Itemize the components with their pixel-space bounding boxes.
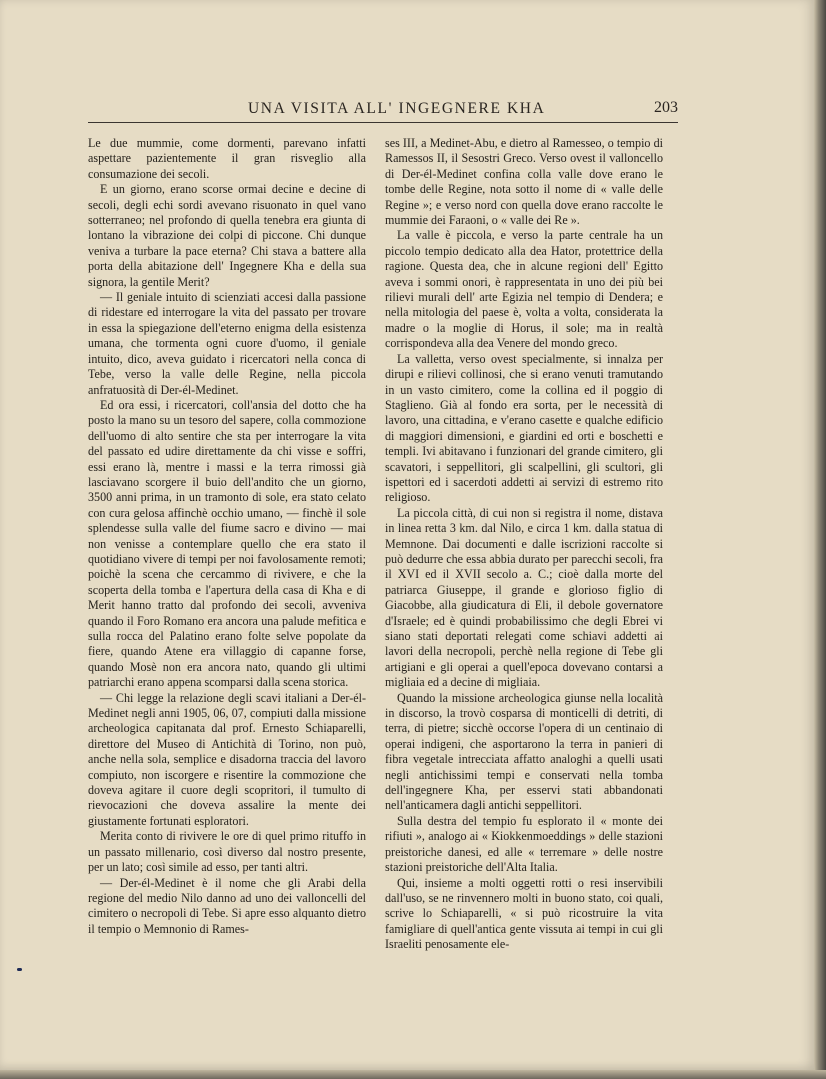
paragraph: Quando la missione archeologica giunse nella località in discorso, la trovò cosparsa di monticelli di detriti, di terra, di pietre; sicchè occorse l'opera di un centinaio di operai indigeni, che asportarono la terra in panieri di fibra vegetale intrecciata affatto analoghi a quelli usati negli antichissimi tempi e conservati nella tomba dell'ingegnere Kha, per esservi stati abbandonati nell'anticamera dagli antichi seppellitori. [385,690,663,813]
page-number: 203 [654,99,678,116]
paragraph: La piccola città, di cui non si registra il nome, distava in linea retta 3 km. dal Nilo, e circa 1 km. dalla statua di Memnone. Dai documenti e dalle iscrizioni raccolte si può dedurre che essa abbia durato per parecchi secoli, fra il XVI ed il XVII secolo a. C.; cioè dalla morte del patriarca Giuseppe, il grande e glorioso figlio di Giacobbe, alla giudicatura di Eli, il debole governatore d'Israele; ed è quindi probabilissimo che degli Ebrei vi siano stati deportati relegati come schiavi addetti ai lavori della necropoli, perchè nella regione di Tebe gli artigiani e gli operai a quell'epoca dovevano contarsi a migliaia ed a decine di migliaia. [385,505,663,690]
paragraph: La valle è piccola, e verso la parte centrale ha un piccolo tempio dedicato alla dea Hator, protettrice della ragione. Questa dea, che in alcune regioni dell' Egitto aveva i sommi onori, è rappresentata in uno dei più bei rilievi murali dell' arte Egizia nel tempio di Dendera; e nella mitologia del paese è, volta a volta, considerata la madre o la moglie di Horus, il sole; ma in realtà corrispondeva alla dea Venere del mondo greco. [385,228,663,351]
right-column [385,136,663,953]
paragraph: ses III, a Medinet-Abu, e dietro al Ramesseo, o tempio di Ramessos II, il Sesostri Greco. Verso ovest il valloncello di Der-él-Medinet confina colla valle dove erano le tombe delle Regine, nota sotto il nome di « valle delle Regine »; e verso nord con quella dove erano raccolte le mummie dei Faraoni, o « valle dei Re ». [385,136,663,228]
paragraph: E un giorno, erano scorse ormai decine e decine di secoli, degli echi sordi avevano risuonato in quel vano sotterraneo; nel profondo di quella tenebra era giunta di lontano la vibrazione dei colpi di piccone. Chi dunque veniva a turbare la pace eterna? Chi stava a battere alla porta della abitazione dell' Ingegnere Kha e della sua signora, la gentile Merit? [88,182,366,289]
left-column [88,136,366,937]
running-title: UNA VISITA ALL' INGEGNERE KHA [248,100,546,117]
page-header [88,96,678,123]
paragraph: — Il geniale intuito di scienziati accesi dalla passione di ridestare ed interrogare la vita del passato per trovare in essa la spiegazione dell'eterno enigma della esistenza umana, che tormenta ogni cuore d'uomo, il geniale intuito, dico, aveva guidato i ricercatori nella conca di Tebe, verso la valle delle Regine, nella piccola anfratuosità di Der-él-Medinet. [88,290,366,397]
page-edge-right [814,0,826,1079]
page-edge-bottom [0,1070,826,1079]
ink-speck [17,968,22,971]
paragraph: Ed ora essi, i ricercatori, coll'ansia del dotto che ha posto la mano su un tesoro del sapere, colla commozione dell'uomo di alto sentire che sta per interrogare la vita del passato ed udire direttamente da chi visse e soffri, essi erano là, mentre i massi e la terra rimossi già lasciavano scorgere il buio dell'andito che un giorno, 3500 anni prima, in un tramonto di sole, era stato celato con cura gelosa affinchè occhio umano, — finchè il sole splendesse sulla valle del fiume sacro e divino — mai non venisse a contemplare quello che era stato il quotidiano vivere di tempi per noi favolosamente remoti; poichè la scena che cercammo di rivivere, e che la scoperta della tomba e l'apertura della casa di Kha e di Merit hanno tratto dal profondo dei secoli, avveniva quando il Foro Romano era ancora una palude mefitica e sulla rocca del Palatino erano folte selve popolate da fiere, quando Atene era villaggio di capanne forse, quando Mosè non era ancora nato, quando gli ultimi patriarchi erano appena scomparsi dalla scena storica. [88,397,366,690]
paragraph: Sulla destra del tempio fu esplorato il « monte dei rifiuti », analogo ai « Kiokkenmoeddings » delle stazioni preistoriche danesi, ed alle « terremare » delle nostre stazioni preistoriche dell'Alta Italia. [385,813,663,875]
paragraph: Merita conto di rivivere le ore di quel primo rituffo in un passato millenario, così diverso dal nostro presente, per un lato; così simile ad esso, per tanti altri. [88,829,366,875]
paragraph: Le due mummie, come dormenti, parevano infatti aspettare pazientemente il gran risveglio alla consumazione dei secoli. [88,136,366,181]
paragraph: — Chi legge la relazione degli scavi italiani a Der-él-Medinet negli anni 1905, 06, 07, compiuti dalla missione archeologica capitanata dal prof. Ernesto Schiaparelli, direttore del Museo di Antichità di Torino, non può, anche nella sola, semplice e disadorna traccia del lavoro compiuto, non iscorgere e risentire la commozione che doveva agitare il cuore degli scopritori, il tumulto di rievocazioni che doveva assalire la mente dei giustamente fortunati esploratori. [88,690,366,828]
paragraph: La valletta, verso ovest specialmente, si innalza per dirupi e rilievi collinosi, che si erano venuti tramutando in un vasto cimitero, come la collina ed il poggio di Staglieno. Già al fondo era sorta, per le necessità di lavoro, una cittadina, e v'erano casette e qualche edificio di maggiori dimensioni, e giardini ed orti e boschetti e templi. Ivi abitavano i funzionari del grande cimitero, gli scavatori, i seppellitori, gli scalpellini, gli scultori, gli ispettori ed i sacerdoti addetti ai servizi di estremo rito religioso. [385,351,663,505]
paragraph: — Der-él-Medinet è il nome che gli Arabi della regione del medio Nilo danno ad uno dei valloncelli del cimitero o necropoli di Tebe. Si apre esso alquanto dietro il tempio o Memnonio di Rames- [88,875,366,936]
paragraph: Qui, insieme a molti oggetti rotti o resi inservibili dall'uso, se ne rinvennero molti in buono stato, coi quali, scrive lo Schiaparelli, « si può ricostruire la vita famigliare di quell'antica gente vissuta ai tempi in cui gli Israeliti penosamente ele- [385,875,663,952]
